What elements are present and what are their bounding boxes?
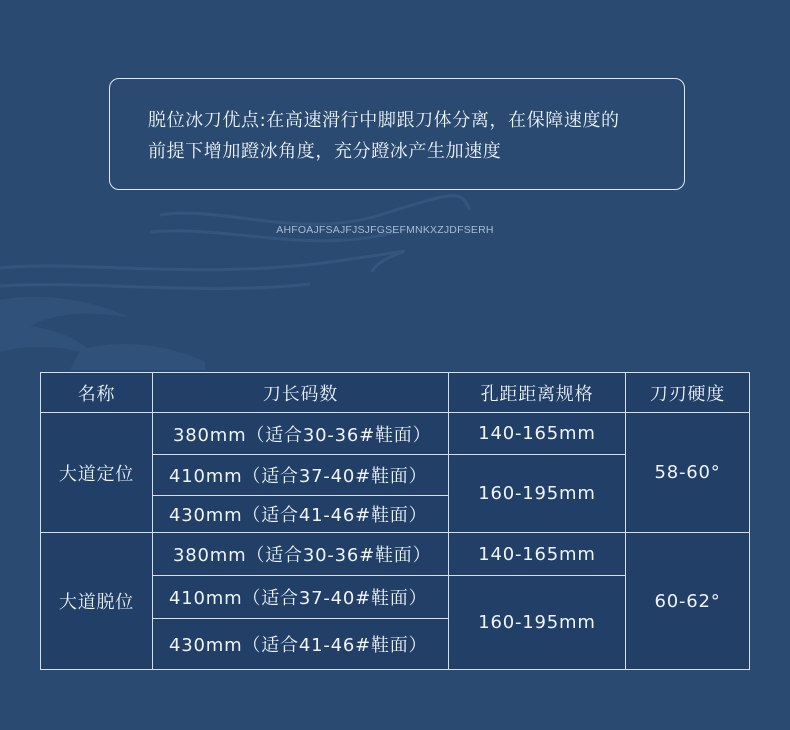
size-cell: 430mm（适合41-46#鞋面） (153, 496, 449, 533)
header-blade-length: 刀长码数 (153, 373, 449, 413)
table-row (41, 413, 750, 455)
hole-spacing-cell: 160-195mm (449, 455, 626, 533)
size-cell: 430mm（适合41-46#鞋面） (153, 619, 449, 670)
hole-spacing-cell: 160-195mm (449, 576, 626, 670)
spec-table (40, 372, 750, 670)
size-cell: 380mm（适合30-36#鞋面） (153, 413, 449, 455)
hardness-cell: 58-60° (626, 413, 750, 533)
header-row (41, 373, 750, 413)
note-line-2: 前提下增加蹬冰角度，充分蹬冰产生加速度 (148, 141, 502, 162)
header-name: 名称 (41, 373, 153, 413)
header-edge-hardness: 刀刃硬度 (626, 373, 750, 413)
size-cell: 410mm（适合37-40#鞋面） (153, 576, 449, 619)
hole-spacing-cell: 140-165mm (449, 533, 626, 576)
advantages-note-box (109, 78, 685, 190)
header-hole-spacing: 孔距距离规格 (449, 373, 626, 413)
hardness-cell: 60-62° (626, 533, 750, 670)
size-cell: 410mm（适合37-40#鞋面） (153, 455, 449, 496)
size-cell: 380mm（适合30-36#鞋面） (153, 533, 449, 576)
hole-spacing-cell: 140-165mm (449, 413, 626, 455)
decorative-tagline: AHFOAJFSAJFJSJFGSEFMNKXZJDFSERH (276, 224, 494, 236)
table-row (41, 533, 750, 576)
group-name-cell: 大道脱位 (41, 533, 153, 670)
note-line-1: 脱位冰刀优点:在高速滑行中脚跟刀体分离，在保障速度的 (148, 110, 620, 131)
group-name-cell: 大道定位 (41, 413, 153, 533)
